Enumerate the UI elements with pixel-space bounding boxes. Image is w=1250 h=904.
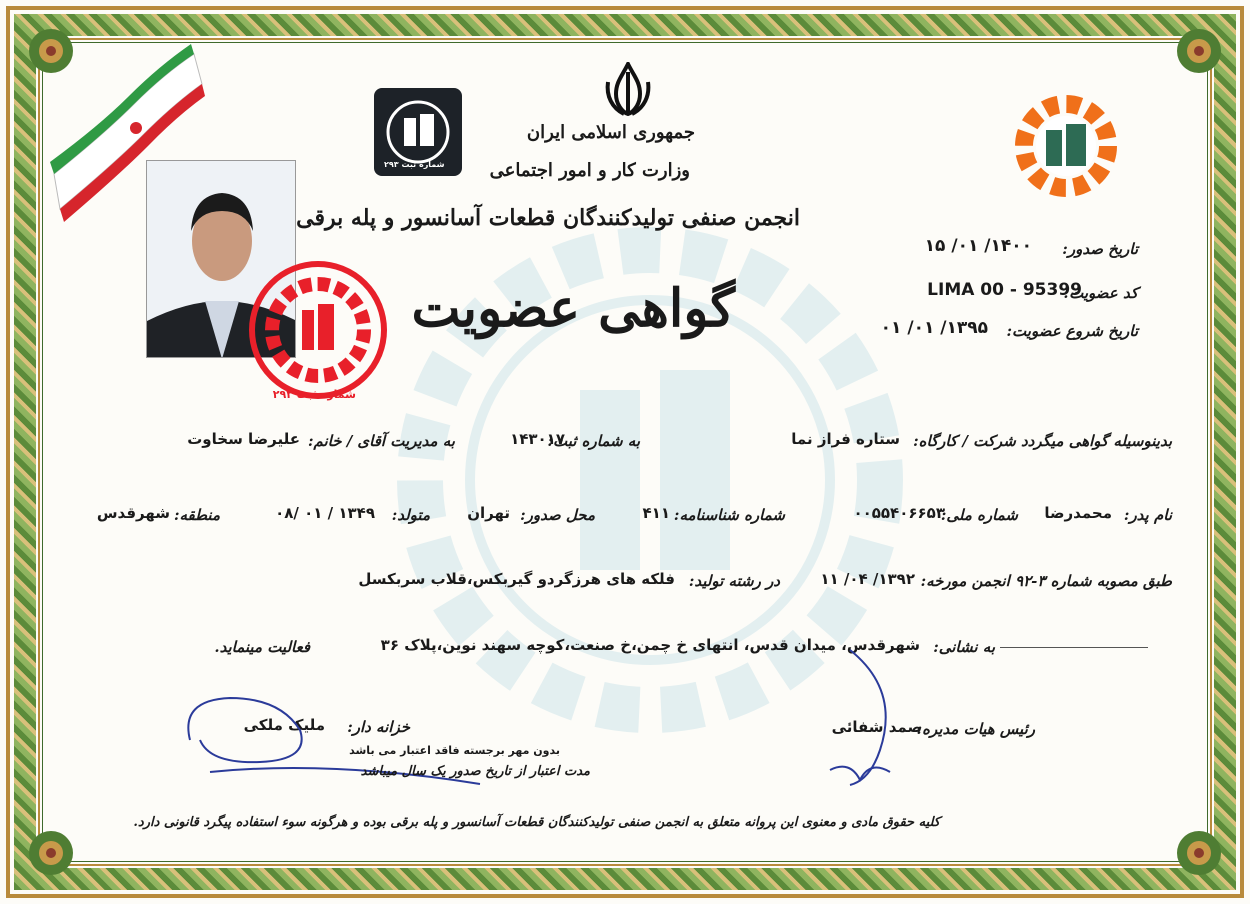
start-date-label: تاریخ شروع عضویت: xyxy=(1006,322,1138,340)
production-field-label: در رشته تولید: xyxy=(688,572,780,590)
association-name: انجمن صنفی تولیدکنندگان قطعات آسانسور و پله برقی xyxy=(296,205,800,231)
birth-date-value: ۱۳۴۹ / ۰۱ /۰۸ xyxy=(275,504,375,522)
corner-ornament-icon xyxy=(1164,818,1234,888)
registration-number-value: ۱۴۳۰۱۷ xyxy=(510,430,565,448)
birth-date-label: متولد: xyxy=(391,506,430,524)
id-number-label: شماره شناسنامه: xyxy=(673,506,785,524)
chairman-signature-icon xyxy=(810,640,930,790)
resolution-label: طبق مصوبه شماره ۳-۹۲ انجمن مورخه: xyxy=(920,572,1172,590)
country-name: جمهوری اسلامی ایران xyxy=(526,122,695,143)
manager-name: علیرضا سخاوت xyxy=(187,430,300,448)
manager-label: به مدیریت آقای / خانم: xyxy=(307,432,455,450)
address-label: به نشانی: xyxy=(933,638,995,656)
id-number-value: ۴۱۱ xyxy=(642,504,670,522)
member-code-value: LIMA 00 - 95399 xyxy=(927,280,1082,300)
association-logo-orange-icon xyxy=(990,88,1130,228)
national-id-value: ۰۰۵۵۴۰۶۶۵۳ xyxy=(853,504,945,522)
issue-date-label: تاریخ صدور: xyxy=(1062,240,1138,258)
treasurer-name: ملیک ملکی xyxy=(243,716,325,734)
corner-ornament-icon xyxy=(16,818,86,888)
company-name: ستاره فراز نما xyxy=(791,430,900,448)
certificate-title: گواهی عضویت xyxy=(411,278,735,339)
chairman-label: رئیس هیات مدیره: xyxy=(916,720,1035,738)
issue-place-value: تهران xyxy=(467,504,510,522)
issue-date-value: ۱۴۰۰/ ۰۱/ ۱۵ xyxy=(924,236,1032,256)
member-code-label: کد عضویت: xyxy=(1063,284,1138,302)
rights-footer: کلیه حقوق مادی و معنوی این پروانه متعلق به انجمن صنفی تولیدکنندگان قطعات آسانسور و پله برقی بوده و هرگونه سوء استفاده پیگرد قانونی دارد. xyxy=(133,815,940,830)
association-seal-red-icon xyxy=(238,250,398,410)
address-suffix: فعالیت مینماید. xyxy=(214,638,310,656)
production-field-value: فلکه های هرزگردو گیربکس،قلاب سربکسل xyxy=(358,570,675,588)
national-id-label: شماره ملی: xyxy=(940,506,1018,524)
seal-registration-number: شماره ثبت ۲۹۳ xyxy=(272,388,356,401)
father-name-value: محمدرضا xyxy=(1044,504,1112,522)
association-logo-dark-icon xyxy=(374,88,462,176)
issue-place-label: محل صدور: xyxy=(520,506,595,524)
logo-registration-number: شماره ثبت ۲۹۳ xyxy=(384,160,445,169)
chairman-name: صمد شفائی xyxy=(831,718,922,736)
address-value: شهرقدس، میدان قدس، انتهای خ چمن،خ صنعت،کوچه سهند نوین،پلاک ۳۶ xyxy=(380,636,920,654)
validity-note: مدت اعتبار از تاریخ صدور یک سال میباشد xyxy=(360,764,590,779)
treasurer-label: خزانه دار: xyxy=(347,718,410,736)
start-date-value: ۱۳۹۵/ ۰۱/ ۰۱ xyxy=(880,318,988,338)
region-label: منطقه: xyxy=(173,506,220,524)
ministry-name: وزارت کار و امور اجتماعی xyxy=(489,160,690,181)
certify-label: بدینوسیله گواهی میگردد شرکت / کارگاه: xyxy=(913,432,1172,450)
father-name-label: نام پدر: xyxy=(1123,506,1172,524)
address-underline xyxy=(1000,647,1148,648)
embossed-seal-note: بدون مهر برجسته فاقد اعتبار می باشد xyxy=(349,744,560,757)
region-value: شهرقدس xyxy=(96,504,170,522)
registration-number-label: به شماره ثبت: xyxy=(547,432,640,450)
iran-emblem-icon xyxy=(604,62,652,116)
resolution-date: ۱۳۹۲/ ۰۴/ ۱۱ xyxy=(820,570,915,588)
corner-ornament-icon xyxy=(1164,16,1234,86)
